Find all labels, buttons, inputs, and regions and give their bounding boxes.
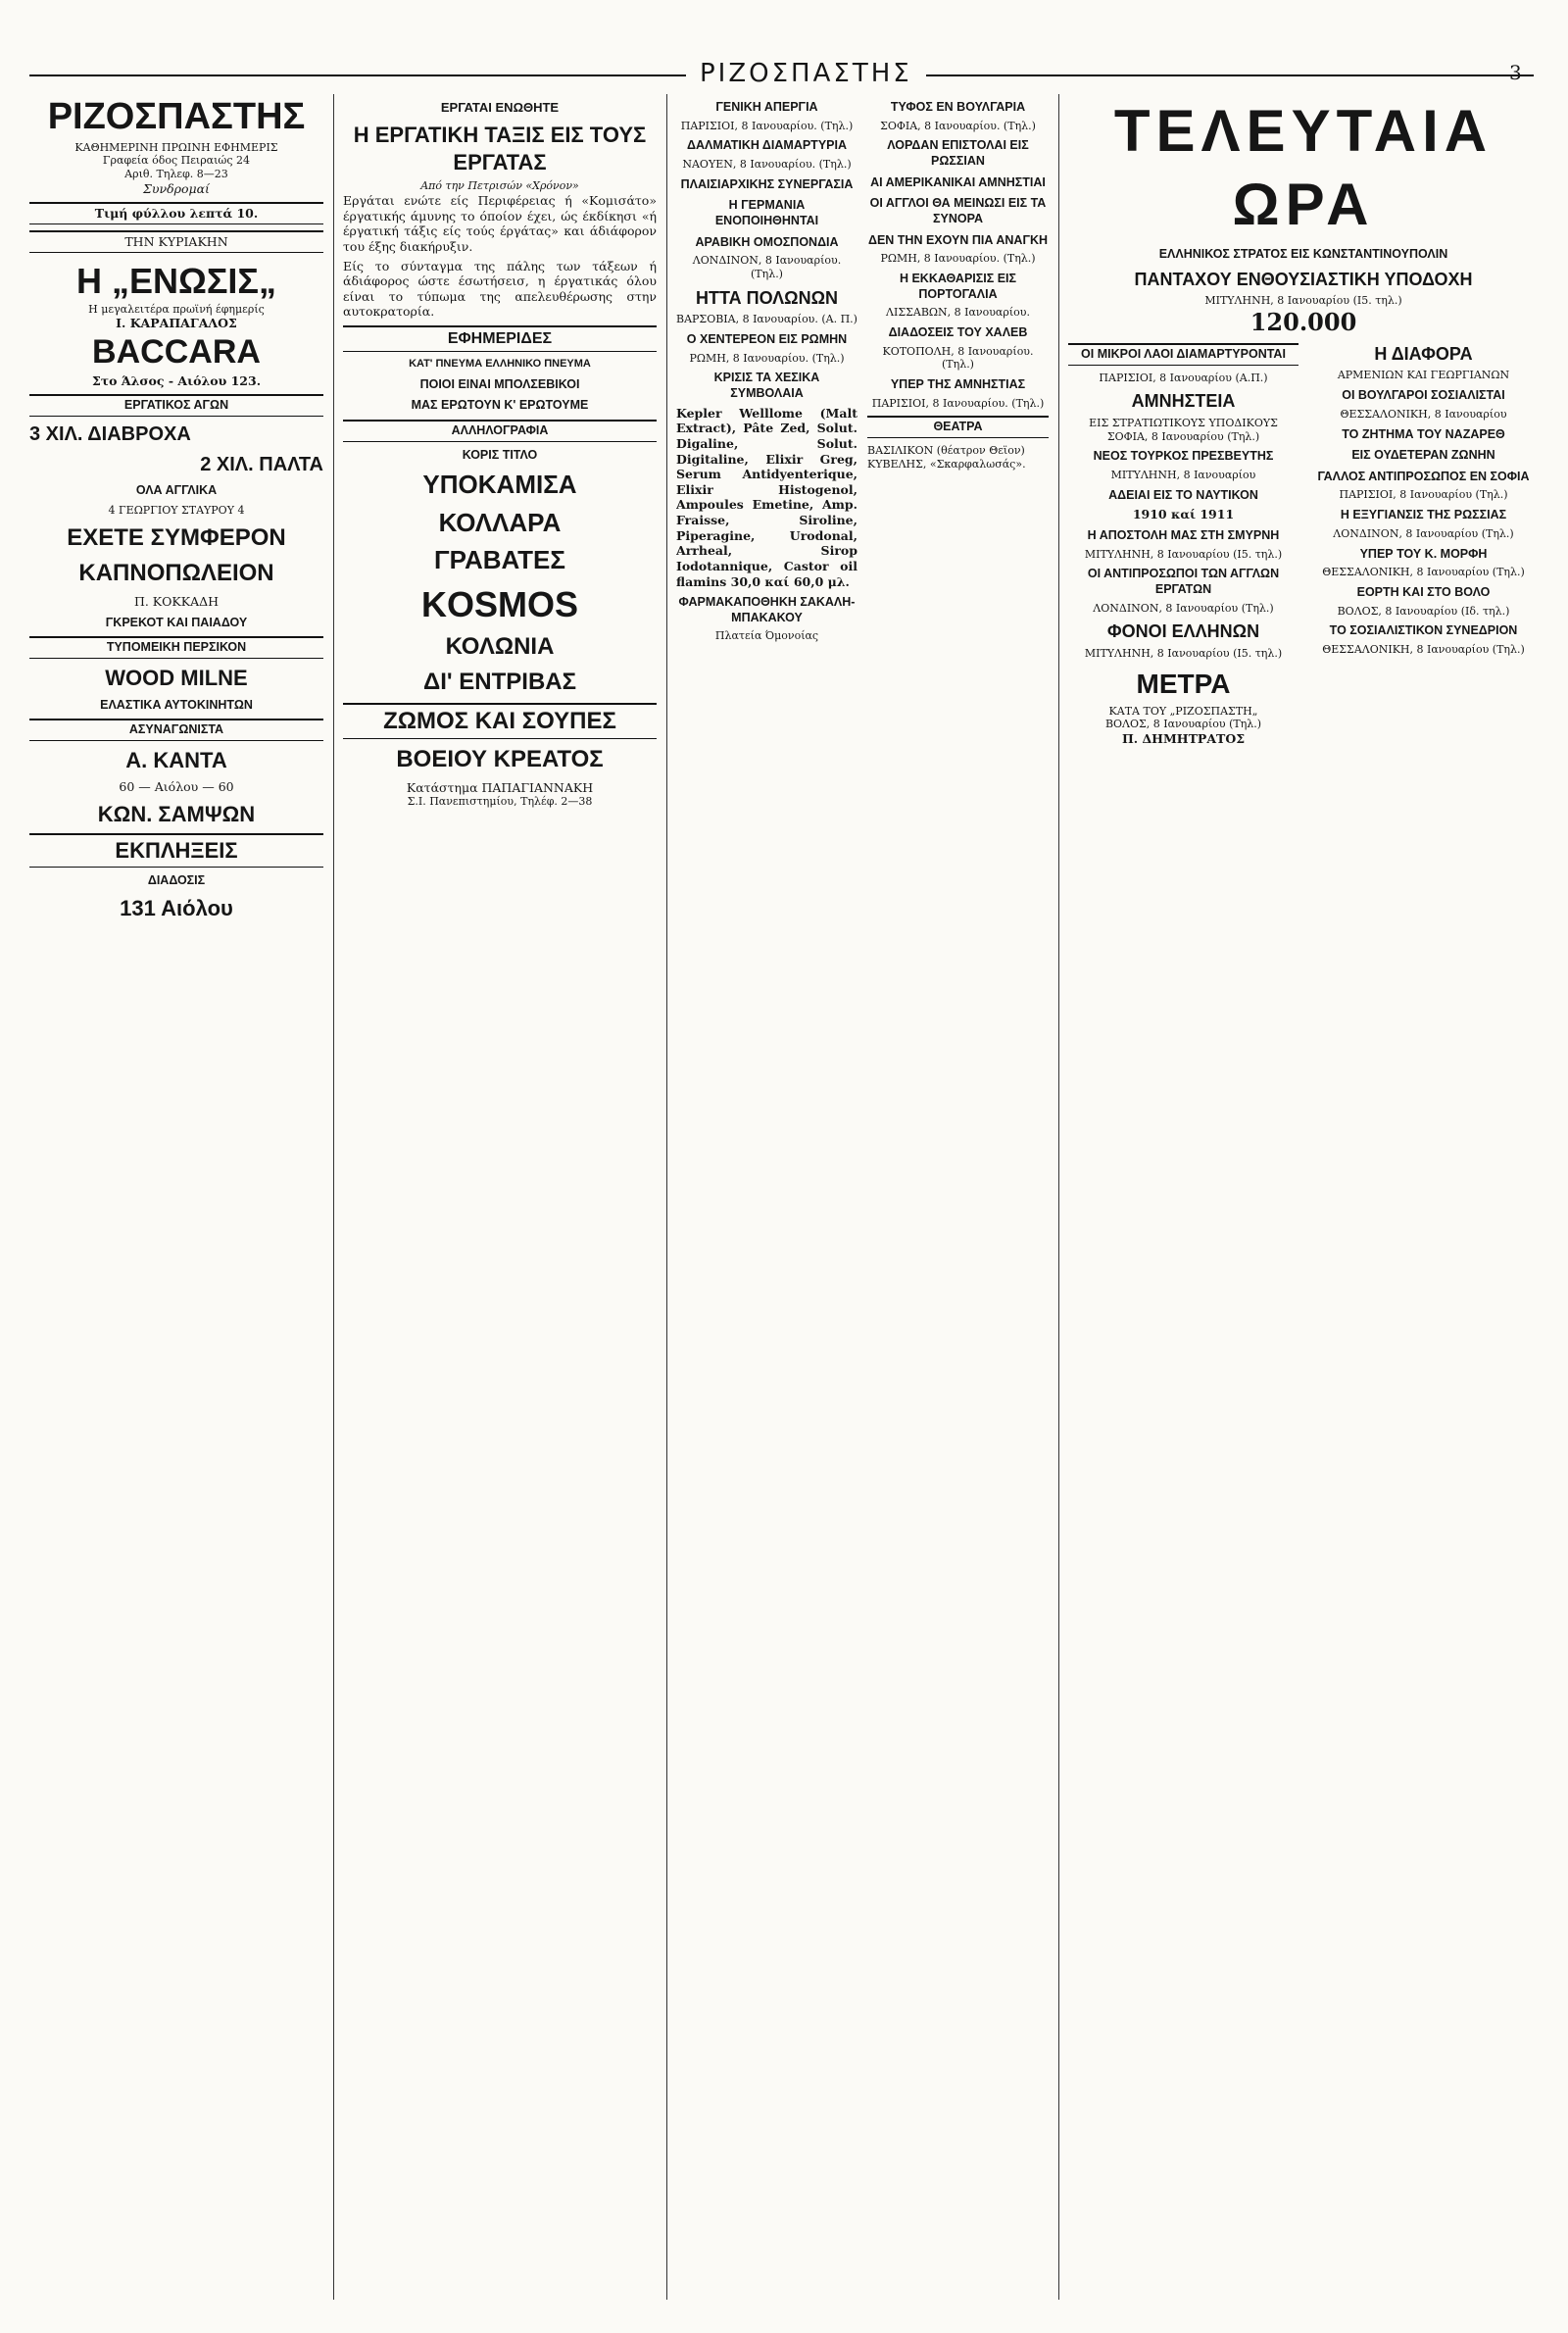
kolonia-ad: ΚΟΛΩΝΙΑ: [445, 632, 555, 660]
diadosis-ad: ΔΙΑΔΟΣΙΣ: [147, 872, 206, 887]
column-1: [29, 94, 323, 2300]
section-alliografia: ΑΛΛΗΛΟΓΡΑΦΙΑ: [343, 420, 657, 442]
dateline: ΡΩΜΗ, 8 Ιανουαρίου. (Τηλ.): [689, 351, 845, 365]
troops-number: 120.000: [1250, 307, 1357, 336]
dateline: ΚΟΤΟΠΟΛΗ, 8 Ιανουαρίου. (Τηλ.): [882, 344, 1034, 372]
elastika-ad: ΕΛΑΣΤΙΚΑ ΑΥΤΟΚΙΝΗΤΩΝ: [100, 697, 253, 712]
headline-smyrni: Η ΑΠΟΣΤΟΛΗ ΜΑΣ ΣΤΗ ΣΜΥΡΝΗ: [1087, 527, 1280, 542]
article-body: Εργάται ενώτε είς Περιφέρειας ή «Κομισάτο» έργατικής άμυνης το όποίον έχει, ώς έκδίκησι «ή έργατική τάξις είς τούς έργάτας» και άδιάφορον του έξης διακήρυξιν.: [343, 193, 657, 254]
theatra-vasilikon: ΒΑΣΙΛΙΚΟΝ (θέατρον Θεϊον): [867, 444, 1025, 457]
papagiannaki: Κατάστημα ΠΑΠΑΓΙΑΝΝΑΚΗ: [406, 779, 594, 795]
headline-kenteron: Ο ΧΕΝΤΕΡΕΟΝ ΕΙΣ ΡΩΜΗΝ: [686, 332, 848, 346]
headline-adeiai: ΑΔΕΙΑΙ ΕΙΣ ΤΟ ΝΑΥΤΙΚΟΝ: [1108, 487, 1258, 502]
headline-synergasia: ΠΛΑΙΣΙΑΡΧΙΚΗΣ ΣΥΝΕΡΓΑΣΙΑ: [680, 176, 854, 191]
dateline: ΜΙΤΥΛΗΝΗ, 8 Ιανουαρίου (Ι5. τηλ.): [1084, 646, 1283, 660]
dateline: ΣΟΦΙΑ, 8 Ιανουαρίου. (Τηλ.): [880, 119, 1036, 132]
dateline: ΣΟΦΙΑ, 8 Ιανουαρίου (Τηλ.): [1106, 429, 1260, 443]
headline-amnistiai: ΑΙ ΑΜΕΡΙΚΑΝΙΚΑΙ ΑΜΝΗΣΤΙΑΙ: [870, 174, 1046, 189]
headline-zoni: ΕΙΣ ΟΥΔΕΤΕΡΑΝ ΖΩΝΗΝ: [1351, 448, 1495, 463]
dateline: ΛΟΝΔΙΝΟΝ, 8 Ιανουαρίου (Τηλ.): [1093, 601, 1274, 615]
headline-germania: Η ΓΕΡΜΑΝΙΑ ΕΝΟΠΟΙΗΘΗΝΤΑΙ: [714, 198, 819, 227]
headline-veniselos: ΤΟ ΖΗΤΗΜΑ ΤΟΥ ΝΑΖΑΡΕΘ: [1342, 426, 1505, 441]
boeiou-ad: ΒΟΕΙΟΥ ΚΡΕΑΤΟΣ: [396, 745, 604, 772]
section-efimerides: ΕΦΗΜΕΡΙΔΕΣ: [343, 325, 657, 352]
zomos-ad: ΖΩΜΟΣ ΚΑΙ ΣΟΥΠΕΣ: [343, 703, 657, 739]
diafora-sub: ΑΡΜΕΝΙΩΝ ΚΑΙ ΓΕΩΡΓΙΑΝΩΝ: [1337, 369, 1510, 382]
sunday-label: ΤΗΝ ΚΥΡΙΑΚΗΝ: [29, 230, 323, 253]
ypokamisa-ad: ΥΠΟΚΑΜΙΣΑ: [422, 470, 577, 500]
papagiannaki-address: Σ.Ι. Πανεπιστημίου, Τηλέφ. 2—38: [407, 795, 593, 809]
dateline: ΒΑΡΣΟΒΙΑ, 8 Ιανουαρίου. (Α. Π.): [676, 313, 858, 326]
subscriptions: Συνδρομαί: [143, 180, 210, 196]
column-4: [1068, 94, 1539, 2300]
dateline: ΛΟΝΔΙΝΟΝ, 8 Ιανουαρίου. (Τηλ.): [692, 254, 842, 280]
theatra-kyvelis: ΚΥΒΕΛΗΣ, «Σκαρφαλωσάς».: [867, 457, 1026, 471]
section-mas-erotoun: ΜΑΣ ΕΡΩΤΟΥΝ Κ' ΕΡΩΤΟΥΜΕ: [411, 398, 589, 413]
column-rule: [333, 94, 334, 2300]
headline-amnistias: ΥΠΕΡ ΤΗΣ ΑΜΝΗΣΤΙΑΣ: [890, 377, 1026, 391]
theatra-heading: ΘΕΑΤΡΑ: [867, 416, 1049, 438]
column-2: [343, 94, 657, 2300]
masthead: ΡΙΖΟΣΠΑΣΤΗΣ: [686, 59, 926, 88]
headline-lordan: ΛΟΡΔΑΝ ΕΠΙΣΤΟΛΑΙ ΕΙΣ ΡΩΣΣΙΑΝ: [887, 138, 1029, 168]
headline-fonoi: ΦΟΝΟΙ ΕΛΛΗΝΩΝ: [1106, 621, 1260, 642]
dateline: ΘΕΣΣΑΛΟΝΙΚΗ, 8 Ιανουαρίου: [1340, 407, 1507, 421]
headline-giorti: ΕΟΡΤΗ ΚΑΙ ΣΤΟ ΒΟΛΟ: [1356, 584, 1491, 599]
dateline: ΒΟΛΟΣ, 8 Ιανουαρίου (Τηλ.): [1104, 718, 1262, 731]
headline-aravikii: ΑΡΑΒΙΚΗ ΟΜΟΣΠΟΝΔΙΑ: [695, 234, 839, 249]
dateline: ΜΙΤΥΛΗΝΗ, 8 Ιανουαρίου (Ι5. τηλ.): [1204, 294, 1402, 308]
diavrosa-ad: 3 ΧΙΛ. ΔΙΑΒΡΟΧΑ: [29, 422, 191, 445]
paper-phone: Αριθ. Τηλεφ. 8—23: [124, 168, 228, 180]
paper-subtitle: ΚΑΘΗΜΕΡΙΝΗ ΠΡΩΙΝΗ ΕΦΗΜΕΡΙΣ: [74, 140, 278, 154]
kepler-ad: Kepler Welllome (Malt Extract), Pâte Zed, Solut. Digaline, Solut. Digitaline, Elixir Greg, Serum Antidyenterique, Elixir Histogenol, Ampoules Emetine, Amp. Fraisse, Siroline, Piperagine, Urodonal, Arrheal, Sirop Iodotannique, Castor oil flamins 30,0 καί 60,0 μλ.: [676, 405, 858, 589]
headline-typhos: ΤΥΦΟΣ ΕΝ ΒΟΥΛΓΑΡΙΑ: [890, 100, 1026, 114]
anglika-ad: ΟΛΑ ΑΓΓΛΙΚΑ: [135, 482, 218, 497]
headline-synergasia: ΤΟ ΣΟΣΙΑΛΙΣΤΙΚΟΝ ΣΥΝΕΔΡΙΟΝ: [1329, 623, 1518, 638]
dateline: ΝΑΟΥΕΝ, 8 Ιανουαρίου. (Τηλ.): [682, 158, 852, 171]
pharmakeion-address: Πλατεία Όμονοίας: [714, 629, 819, 643]
headline-morfi: ΥΠΕΡ ΤΟΥ Κ. ΜΟΡΦΗ: [1359, 546, 1488, 561]
headline-diadoseis: ΔΙΑΔΟΣΕΙΣ ΤΟΥ ΧΑΛΕΒ: [888, 324, 1028, 339]
dateline: ΜΙΤΥΛΗΝΗ, 8 Ιανουαρίου: [1110, 468, 1256, 481]
headline-vouleftai: ΟΙ ΒΟΥΛΓΑΡΟΙ ΣΟΣΙΑΛΙΣΤΑΙ: [1342, 388, 1505, 403]
dateline: ΜΙΤΥΛΗΝΗ, 8 Ιανουαρίου (Ι5. τηλ.): [1084, 547, 1283, 561]
headline-stratos: ΕΛΛΗΝΙΚΟΣ ΣΤΡΑΤΟΣ ΕΙΣ ΚΩΝΣΤΑΝΤΙΝΟΥΠΟΛΙΝ: [1158, 247, 1448, 261]
dateline: ΘΕΣΣΑΛΟΝΙΚΗ, 8 Ιανουαρίου (Τηλ.): [1322, 566, 1525, 579]
page-number: 3: [1509, 61, 1522, 84]
headline-diafora: Η ΔΙΑΦΟΡΑ: [1374, 343, 1473, 364]
section-poioi: ΠΟΙΟΙ ΕΙΝΑΙ ΜΠΟΛΣΕΒΙΚΟΙ: [419, 376, 580, 391]
palta-ad: 2 ΧΙΛ. ΠΑΛΤΑ: [200, 453, 323, 475]
kapnopoleion-ad: ΚΑΠΝΟΠΩΛΕΙΟΝ: [78, 560, 274, 587]
symferon-ad: ΕΧΕΤΕ ΣΥΜΦΕΡΟΝ: [67, 524, 286, 552]
headline-laoi: ΟΙ ΜΙΚΡΟΙ ΛΑΟΙ ΔΙΑΜΑΡΤΥΡΟΝΤΑΙ: [1068, 343, 1298, 366]
kollara-ad: ΚΟΛΛΑΡΑ: [438, 507, 562, 537]
column-rule: [666, 94, 667, 2300]
teleutaia-ora: ΤΕΛΕΥΤΑΙΑ ΩΡΑ: [1113, 98, 1494, 237]
headline-rossia: Η ΕΞΥΓΙΑΝΣΙΣ ΤΗΣ ΡΩΣΣΙΑΣ: [1340, 508, 1507, 522]
headline-pantaxou: ΠΑΝΤΑΧΟΥ ΕΝΘΟΥΣΙΑΣΤΙΚΗ ΥΠΟΔΟΧΗ: [1134, 269, 1473, 289]
asynagonista-ad: ΑΣΥΝΑΓΩΝΙΣΤΑ: [29, 719, 323, 741]
baccara-address: Στο Άλσος - Αιόλου 123.: [91, 372, 262, 388]
entribas-ad: ΔΙ' ΕΝΤΡΙΒΑΣ: [422, 668, 577, 695]
grekot-ad: ΓΚΡΕΚΟΤ ΚΑΙ ΠΑΙΑΔΟΥ: [105, 615, 248, 629]
dateline: ΛΟΝΔΙΝΟΝ, 8 Ιανουαρίου (Τηλ.): [1333, 526, 1514, 540]
headline-aliatika: ΟΙ ΑΓΓΛΟΙ ΘΑ ΜΕΙΝΩΣΙ ΕΙΣ ΤΑ ΣΥΝΟΡΑ: [869, 196, 1047, 225]
gravates-ad: ΓΡΑΒΑΤΕΣ: [433, 545, 566, 575]
ergatikos-agon: ΕΡΓΑΤΙΚΟΣ ΑΓΩΝ: [29, 394, 323, 417]
metra-sub: ΚΑΤΑ ΤΟΥ „ΡΙΖΟΣΠΑΣΤΗ„: [1108, 704, 1258, 718]
headline-source: Από την Πετρισών «Χρόνον»: [420, 179, 579, 193]
dateline: ΡΩΜΗ, 8 Ιανουαρίου. (Τηλ.): [880, 252, 1036, 266]
kicker: ΕΡΓΑΤΑΙ ΕΝΩΘΗΤΕ: [440, 100, 560, 115]
stavrou-address: 4 ΓΕΩΡΓΙΟΥ ΣΤΑΥΡΟΥ 4: [108, 504, 245, 518]
dateline: ΠΑΡΙΣΙΟΙ, 8 Ιανουαρίου (Α.Π.): [1099, 371, 1268, 384]
headline-diamartyria: ΔΑΛΜΑΤΙΚΗ ΔΙΑΜΑΡΤΥΡΙΑ: [687, 138, 847, 153]
wood-milne-ad: WOOD MILNE: [105, 666, 248, 690]
ekplixeis-ad: ΕΚΠΛΗΞΕΙΣ: [29, 833, 323, 868]
dateline: ΛΙΣΣΑΒΩΝ, 8 Ιανουαρίου.: [886, 306, 1030, 320]
enosis-subtitle: Η μεγαλειτέρα πρωϊνή έφημερίς: [88, 302, 265, 316]
dateline: ΘΕΣΣΑΛΟΝΙΚΗ, 8 Ιανουαρίου (Τηλ.): [1322, 642, 1525, 656]
headline-neos: ΝΕΟΣ ΤΟΥΡΚΟΣ ΠΡΕΣΒΕΥΤΗΣ: [1093, 449, 1274, 464]
kosmos-ad: KOSMOS: [420, 583, 578, 624]
kanta-address: 60 — Αιόλου — 60: [119, 779, 234, 795]
amnistia-sub: ΕΙΣ ΣΤΡΑΤΙΩΤΙΚΟΥΣ ΥΠΟΔΙΚΟΥΣ: [1089, 416, 1278, 429]
paper-title: ΡΙΖΟΣΠΑΣΤΗΣ: [47, 96, 306, 137]
samion-ad: ΚΩΝ. ΣΑΜΨΩΝ: [97, 801, 256, 826]
headline-geniki: ΓΕΝΙΚΗ ΑΠΕΡΓΙΑ: [715, 100, 818, 114]
kokkadis: Π. ΚΟΚΚΑΔΗ: [133, 594, 220, 610]
enosis-title: Η „ΕΝΩΣΙΣ„: [75, 260, 277, 301]
main-headline: Η ΕΡΓΑΤΙΚΗ ΤΑΞΙΣ ΕΙΣ ΤΟΥΣ ΕΡΓΑΤΑΣ: [353, 123, 647, 174]
headline-vradinos: Η ΕΚΚΑΘΑΡΙΣΙΣ ΕΙΣ ΠΟΡΤΟΓΑΛΙΑ: [899, 271, 1017, 301]
column-rule: [1058, 94, 1059, 2300]
headline-anagki: ΔΕΝ ΤΗΝ ΕΧΟΥΝ ΠΙΑ ΑΝΑΓΚΗ: [867, 232, 1049, 247]
section-koris: ΚΟΡΙΣ ΤΙΤΛΟ: [462, 447, 538, 462]
baccara-ad: BACCARA: [92, 333, 261, 371]
headline-metra: ΜΕΤΡΑ: [1136, 668, 1231, 699]
headline-antiprosopoi: ΟΙ ΑΝΤΙΠΡΟΣΩΠΟΙ ΤΩΝ ΑΓΓΛΩΝ ΕΡΓΑΤΩΝ: [1087, 567, 1280, 596]
aiolou-address: 131 Αιόλου: [120, 895, 233, 920]
pharmakeion: ΦΑΡΜΑΚΑΠΟΘΗΚΗ ΣΑΚΑΛΗ-ΜΠΑΚΑΚΟΥ: [678, 595, 856, 624]
article-body: Είς το σύνταγμα της πάλης των τάξεων ή άδιάφορος ώστε έσωτήσεισ, η έργατικάς όλου είναι το τύπωμα της απελευθέρωσης στην αυτοκρατορία.: [343, 258, 657, 320]
headline-sofia2: ΓΑΛΛΟΣ ΑΝΤΙΠΡΟΣΩΠΟΣ ΕΝ ΣΟΦΙΑ: [1317, 469, 1530, 483]
paper-address: Γραφεία όδος Πειραιώς 24: [102, 154, 251, 168]
price: Τιμή φύλλου λεπτά 10.: [29, 202, 323, 224]
tympeion-ad: ΤΥΠΟΜΕΙΚΗ ΠΕΡΣΙΚΟΝ: [29, 636, 323, 659]
signature: Π. ΔΗΜΗΤΡΑΤΟΣ: [1121, 731, 1246, 746]
headline-ltta: ΗΤΤΑ ΠΟΛΩΝΩΝ: [695, 287, 839, 308]
dateline: ΠΑΡΙΣΙΟΙ, 8 Ιανουαρίου (Τηλ.): [1339, 488, 1508, 502]
editor-name: Ι. ΚΑΡΑΠΑΓΑΛΟΣ: [116, 316, 237, 331]
dateline: ΠΑΡΙΣΙΟΙ, 8 Ιανουαρίου. (Τηλ.): [871, 396, 1045, 410]
kanta-ad: Α. ΚΑΝΤΑ: [125, 747, 227, 772]
headline-syntheki: ΚΡΙΣΙΣ ΤΑ ΧΕΣΙΚΑ ΣΥΜΒΟΛΑΙΑ: [713, 371, 820, 400]
dateline: ΒΟΛΟΣ, 8 Ιανουαρίου (Ιδ. τηλ.): [1337, 604, 1510, 618]
headline-amnistia: ΑΜΝΗΣΤΕΙΑ: [1131, 391, 1236, 412]
column-3: [676, 94, 1049, 2300]
dateline: ΠΑΡΙΣΙΟΙ, 8 Ιανουαρίου. (Τηλ.): [680, 119, 854, 132]
adeiai-years: 1910 καί 1911: [1132, 507, 1235, 522]
section-pneuma: ΚΑΤ' ΠΝΕΥΜΑ ΕΛΛΗΝΙΚΟ ΠΝΕΥΜΑ: [409, 358, 591, 370]
